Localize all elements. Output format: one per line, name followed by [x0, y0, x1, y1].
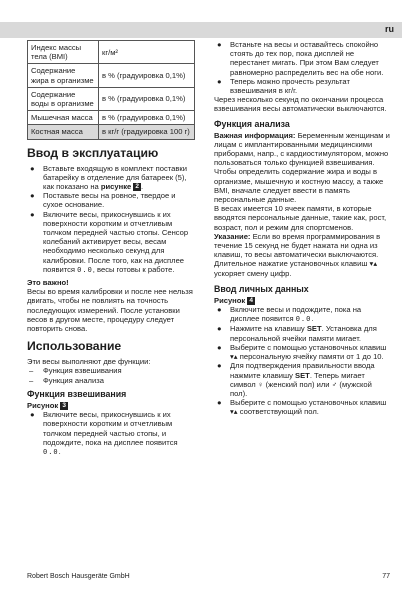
item-text: Функция анализа: [43, 375, 104, 385]
auto-off-text: Через несколько секунд по окончании процесса взвешивания весы автоматически выключаются.: [214, 95, 387, 114]
table-cell: в % (градуировка 0,1%): [99, 87, 195, 110]
table-cell: Костная масса: [28, 125, 99, 139]
item-text: Выберите с помощью установочных клавиш ▾▴ соответствующий пол.: [230, 398, 387, 417]
item-text: Вставьте входящую в комплект поставки батарейку в отделение для батареек (5), как показано на: [43, 163, 187, 192]
use-intro: Эти весы выполняют две функции:: [27, 357, 151, 367]
item-text-end: .: [58, 446, 61, 456]
item-text-end: . Установка для персональной ячейки памяти мигает.: [230, 324, 377, 343]
subheading-analysis: Функция анализа: [214, 118, 290, 129]
hint-para: [214, 232, 390, 278]
bullet-icon: ●: [217, 305, 222, 315]
table-cell: в % (градуировка 0,1%): [99, 64, 195, 87]
bullet-icon: ●: [30, 209, 35, 219]
figure-ref: [27, 401, 195, 410]
item-text-end: .: [141, 182, 144, 192]
footer-company: Robert Bosch Hausgeräte GmbH: [27, 573, 130, 580]
page-number: 77: [382, 573, 390, 580]
list-item: [214, 361, 390, 398]
list-item: [27, 210, 195, 275]
table-row: [28, 64, 195, 87]
item-text-end: . Теперь мигает символ ♀ (женский пол) или ♂ (мужской пол).: [230, 370, 372, 398]
list-item: [214, 77, 390, 95]
bullet-icon: ●: [217, 40, 222, 49]
right-column: [214, 40, 390, 417]
figure-label: Рисунок: [27, 400, 59, 410]
weigh-list: [27, 410, 195, 457]
important-para: [214, 131, 390, 168]
lcd-display-value: 0.0: [77, 265, 93, 274]
item-text: Нажмите на клавишу: [230, 324, 307, 334]
language-code: ru: [385, 24, 394, 34]
item-text: Теперь можно прочесть результат взвешивания в кг/г.: [230, 76, 350, 96]
table-row: [28, 41, 195, 64]
table-row: [28, 125, 195, 139]
section-heading-start: Ввод в эксплуатацию: [27, 145, 159, 160]
figure-badge: 2: [135, 183, 139, 191]
left-column: [27, 40, 195, 457]
list-item: [214, 398, 390, 416]
list-item: [27, 164, 195, 192]
lcd-display-value: 0.0: [295, 315, 312, 324]
section-heading-use: Использование: [27, 339, 122, 354]
list-item: [27, 376, 195, 385]
bullet-icon: ●: [30, 410, 35, 420]
list-item: [214, 40, 390, 77]
important-text: Весы во время калибровки и после нее нельзя двигать, чтобы не повлиять на точность последующих измерений. После установки весов в другом месте, процедуру следует повторить снова.: [27, 287, 193, 334]
personal-list: [214, 305, 390, 416]
item-text: Для подтверждения правильности ввода нажмите клавишу: [230, 361, 375, 380]
key-name: SET: [306, 324, 322, 334]
bullet-icon: ●: [30, 163, 35, 173]
bullet-icon: ●: [217, 324, 222, 334]
hint-text: Если во время программирования в течение 15 секунд не будет нажата ни одна из клавиш, то весы автоматически выключаются. Длительное нажатие установочных клавиш ▾▴ ускоряет смену цифр.: [214, 231, 381, 278]
weigh-continue-list: [214, 40, 390, 95]
analysis-para-1: Чтобы определить содержание жира и воды в организме, мышечную и костную массу, а также BMI, вначале следует ввести в память персональные данные.: [214, 167, 384, 205]
list-item: [214, 324, 390, 342]
list-item: [27, 366, 195, 375]
dash-icon: –: [29, 366, 34, 376]
important-label: Важная информация:: [214, 130, 296, 140]
bullet-icon: ●: [217, 398, 222, 408]
figure-badge: 3: [62, 401, 66, 409]
start-list: [27, 164, 195, 275]
subheading-weighing: Функция взвешивания: [27, 388, 127, 399]
function-list: [27, 366, 195, 384]
table-row: [28, 111, 195, 125]
item-text: Включите весы и подождите, пока на дисплее появится: [230, 305, 362, 324]
bullet-icon: ●: [30, 191, 35, 201]
dash-icon: –: [29, 375, 34, 385]
figure-ref: [214, 296, 390, 305]
item-text: Функция взвешивания: [43, 366, 122, 376]
bullet-icon: ●: [217, 361, 222, 371]
language-bar: [0, 22, 402, 38]
table-cell: в % (градуировка 0,1%): [99, 111, 195, 125]
list-item: [214, 343, 390, 361]
table-cell: Индекс массы тела (BMI): [28, 41, 99, 64]
item-bold: рисунке: [100, 182, 132, 192]
table-cell: в кг/г (градуировка 100 г): [99, 125, 195, 139]
spec-table: [27, 40, 195, 140]
bullet-icon: ●: [217, 342, 222, 352]
important-title: Это важно!: [27, 278, 69, 288]
key-name: SET: [295, 370, 310, 380]
item-text: Встаньте на весы и оставайтесь спокойно стоять до тех пор, пока дисплей не перестанет мигать. При этом Вам следует равномерно распределить вес на обе ноги.: [230, 40, 384, 77]
table-cell: кг/м²: [99, 41, 195, 64]
item-text-end: .: [311, 314, 314, 324]
table-cell: Мышечная масса: [28, 111, 99, 125]
item-text: Выберите с помощью установочных клавиш ▾▴ персональную ячейку памяти от 1 до 10.: [230, 342, 387, 362]
figure-label: Рисунок: [214, 295, 246, 305]
item-text-end: , весы готовы к работе.: [92, 264, 175, 274]
analysis-para-2: В весах имеется 10 ячеек памяти, в которые вводятся персональные данные, такие как, рост, возраст, пол и режим для спортсменов.: [214, 204, 387, 232]
list-item: [27, 410, 195, 457]
table-cell: Содержание воды в организме: [28, 87, 99, 110]
figure-badge: 4: [249, 296, 253, 304]
item-text: Включите весы, прикоснувшись к их поверхности коротким и отчетливым толчком передней частью стопы, и подождите, пока на дисплее появится: [43, 410, 178, 447]
subheading-personal: Ввод личных данных: [214, 283, 309, 294]
list-item: [214, 305, 390, 324]
table-cell: Содержание жира в организме: [28, 64, 99, 87]
hint-label: Указание:: [214, 231, 251, 241]
important-text: Беременным женщинам и лицам с имплантированными медицинскими приборами, напр., с кардиостимулятором, можно пользоваться только функцией взвешивания.: [214, 130, 390, 168]
table-row: [28, 87, 195, 110]
list-item: [27, 191, 195, 209]
bullet-icon: ●: [217, 76, 222, 86]
item-text: Включите весы, прикоснувшись к их поверхности коротким и отчетливым толчком передней частью стопы. Сенсор колебаний активирует весы, весам необходимо несколько секунд для калибровки. После того, как на дисплее появится: [43, 209, 189, 274]
lcd-display-value: 0.0: [43, 447, 59, 456]
item-text: Поставьте весы на ровное, твердое и сухое основание.: [43, 191, 176, 210]
